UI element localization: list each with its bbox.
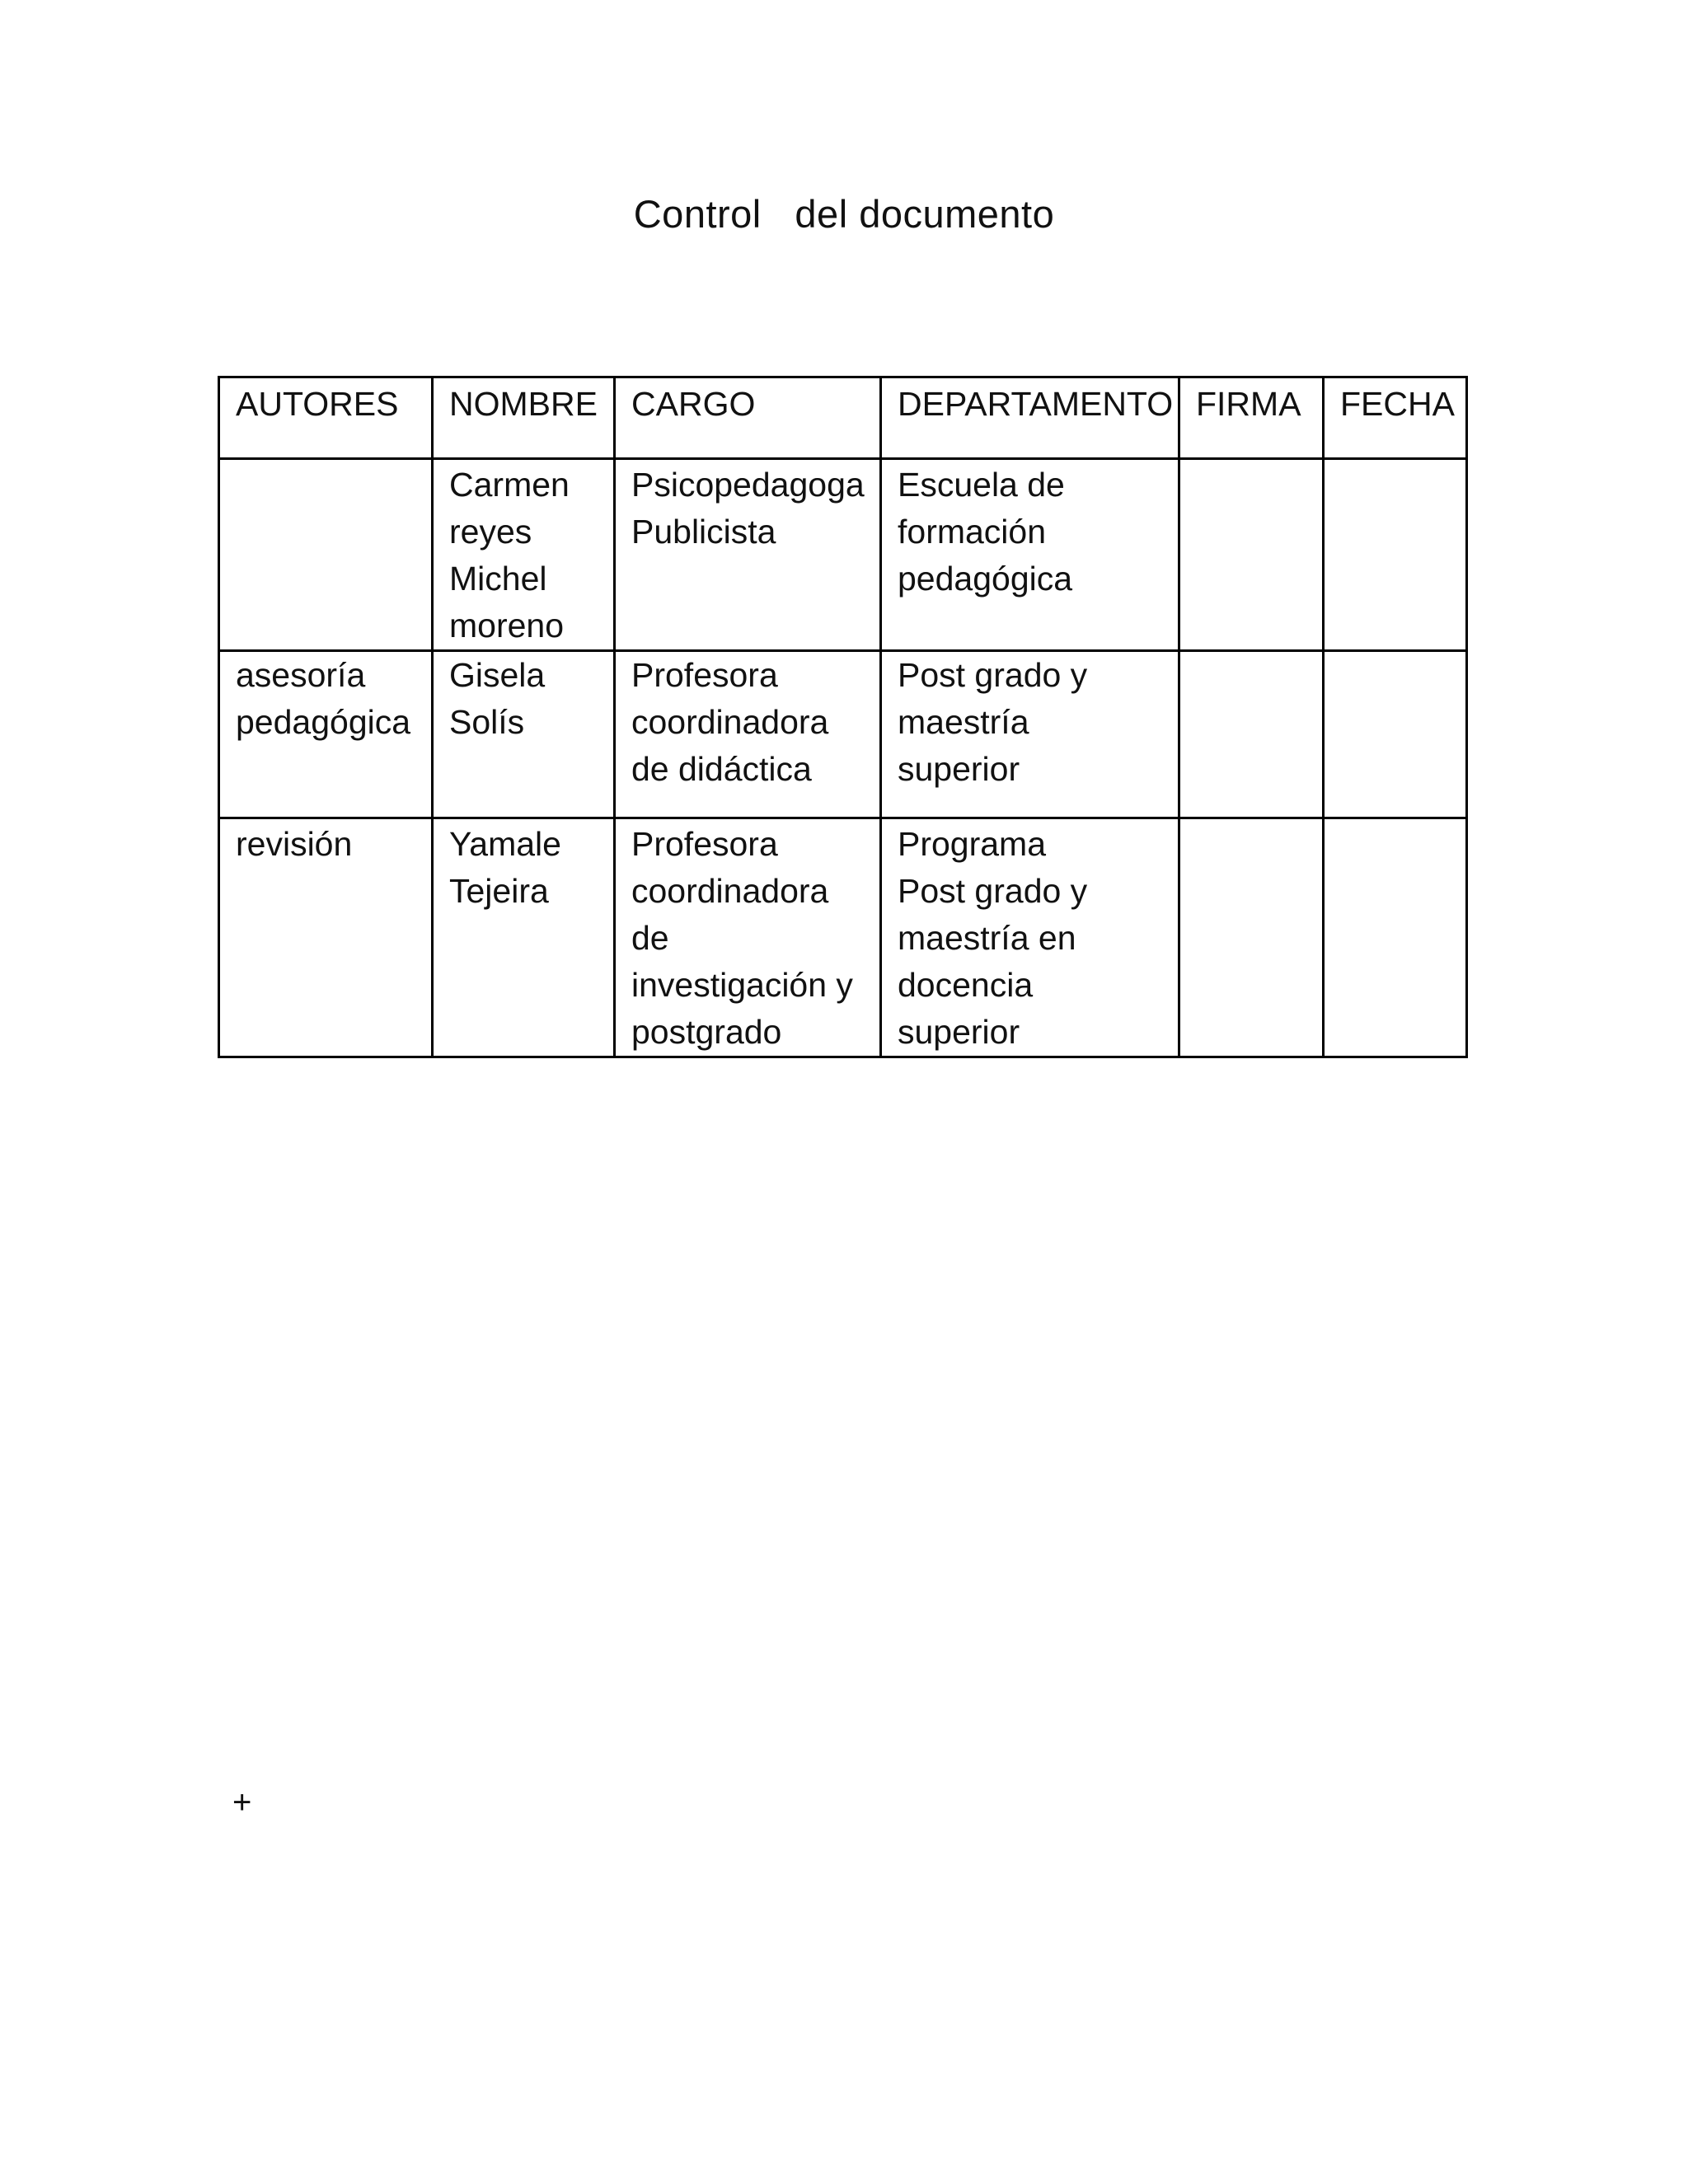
header-autores: AUTORES (219, 377, 433, 459)
cell-firma (1179, 459, 1324, 651)
cell-autores: asesoría pedagógica (219, 651, 433, 818)
cell-departamento: Programa Post grado y maestría en docencia superior (881, 818, 1179, 1057)
cell-nombre: Gisela Solís (433, 651, 615, 818)
table-row (219, 459, 1467, 651)
cell-departamento: Escuela de formación pedagógica (881, 459, 1179, 651)
cell-firma (1179, 818, 1324, 1057)
cell-cargo: Profesora coordinadora de didáctica (615, 651, 881, 818)
header-nombre: NOMBRE (433, 377, 615, 459)
cell-fecha (1324, 459, 1467, 651)
cell-nombre: Yamale Tejeira (433, 818, 615, 1057)
header-fecha: FECHA (1324, 377, 1467, 459)
table-header-row (219, 377, 1467, 459)
header-cargo: CARGO (615, 377, 881, 459)
cell-cargo: Psicopedagoga Publicista (615, 459, 881, 651)
cell-cargo: Profesora coordinadora de investigación y postgrado (615, 818, 881, 1057)
cell-nombre: Carmen reyes Michel moreno (433, 459, 615, 651)
document-control-table (218, 376, 1468, 1058)
cell-departamento: Post grado y maestría superior (881, 651, 1179, 818)
cell-autores (219, 459, 433, 651)
page-title: Control del documento (633, 192, 1055, 236)
cell-fecha (1324, 818, 1467, 1057)
header-departamento: DEPARTAMENTO (881, 377, 1179, 459)
cell-autores: revisión (219, 818, 433, 1057)
footer-plus-mark: + (232, 1784, 252, 1821)
cell-fecha (1324, 651, 1467, 818)
header-firma: FIRMA (1179, 377, 1324, 459)
cell-firma (1179, 651, 1324, 818)
table-row (219, 651, 1467, 818)
table-row (219, 818, 1467, 1057)
